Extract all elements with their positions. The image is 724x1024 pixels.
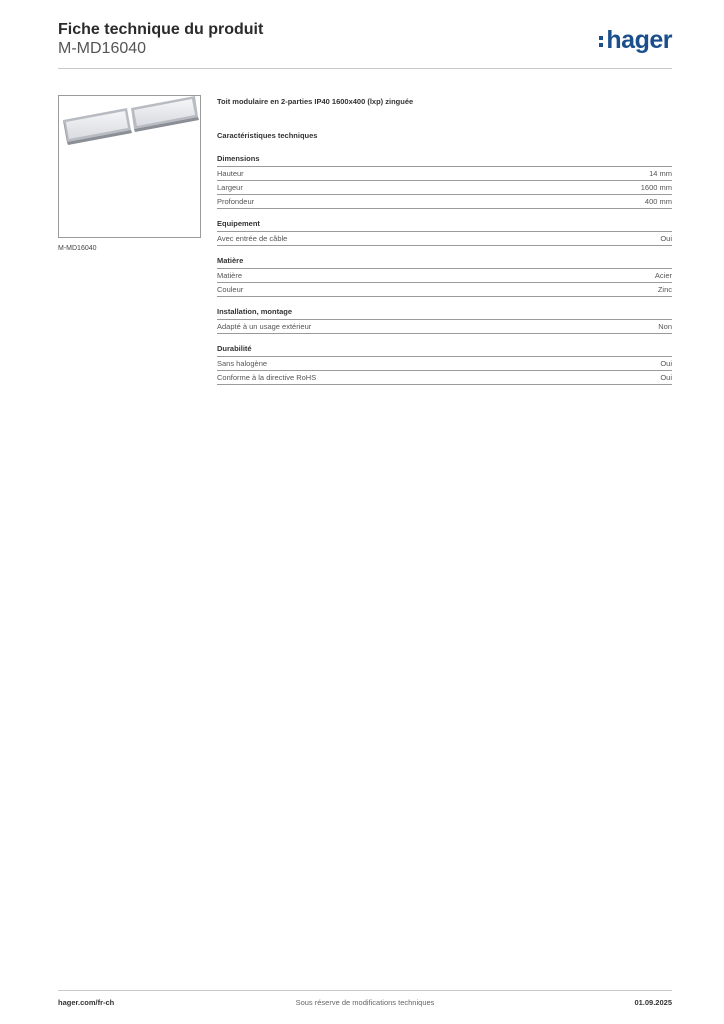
spec-section [217, 256, 672, 297]
spec-section [217, 219, 672, 246]
spec-label: Avec entrée de câble [217, 234, 288, 243]
spec-label: Sans halogène [217, 359, 268, 368]
spec-value: Non [658, 322, 672, 331]
spec-row [217, 181, 672, 195]
spec-section [217, 154, 672, 209]
spec-row [217, 283, 672, 297]
logo-text: hager [606, 26, 672, 54]
spec-section [217, 344, 672, 385]
spec-value: Zinc [657, 285, 672, 294]
product-image [58, 95, 201, 238]
spec-row [217, 371, 672, 385]
header-divider [58, 68, 672, 69]
footer-date: 01.09.2025 [634, 998, 672, 1007]
specs-heading: Caractéristiques techniques [217, 131, 318, 140]
document-title: Fiche technique du produit [58, 21, 264, 38]
section-title: Equipement [217, 219, 672, 232]
spec-label: Hauteur [217, 169, 244, 178]
spec-row [217, 320, 672, 334]
spec-row [217, 232, 672, 246]
image-caption: M-MD16040 [58, 245, 97, 252]
hager-logo [599, 27, 672, 53]
footer-website-link[interactable]: hager.com/fr-ch [58, 998, 115, 1007]
page-header [58, 20, 672, 58]
product-photo-icon [59, 96, 200, 237]
spec-label: Adapté à un usage extérieur [217, 322, 312, 331]
spec-row [217, 195, 672, 209]
spec-row [217, 269, 672, 283]
spec-value: Oui [660, 359, 672, 368]
spec-value: Oui [660, 234, 672, 243]
footer-divider [58, 990, 672, 991]
spec-label: Conforme à la directive RoHS [217, 373, 317, 382]
product-name: Toit modulaire en 2-parties IP40 1600x400 (lxp) zinguée [217, 97, 414, 106]
logo-colon-icon [599, 33, 603, 50]
spec-section [217, 307, 672, 334]
spec-label: Couleur [217, 285, 244, 294]
spec-label: Profondeur [217, 197, 255, 206]
spec-label: Largeur [217, 183, 243, 192]
document-subtitle: M-MD16040 [58, 40, 147, 57]
section-title: Installation, montage [217, 307, 672, 320]
footer-disclaimer: Sous réserve de modifications techniques [295, 998, 435, 1007]
spec-value: 14 mm [649, 169, 672, 178]
spec-sections [217, 154, 672, 385]
section-title: Durabilité [217, 344, 672, 357]
product-details [217, 97, 672, 395]
section-title: Matière [217, 256, 672, 269]
spec-row [217, 357, 672, 371]
spec-value: Acier [654, 271, 672, 280]
spec-value: Oui [660, 373, 672, 382]
section-title: Dimensions [217, 154, 672, 167]
spec-value: 400 mm [644, 197, 672, 206]
spec-value: 1600 mm [640, 183, 672, 192]
spec-row [217, 167, 672, 181]
spec-label: Matière [217, 271, 243, 280]
